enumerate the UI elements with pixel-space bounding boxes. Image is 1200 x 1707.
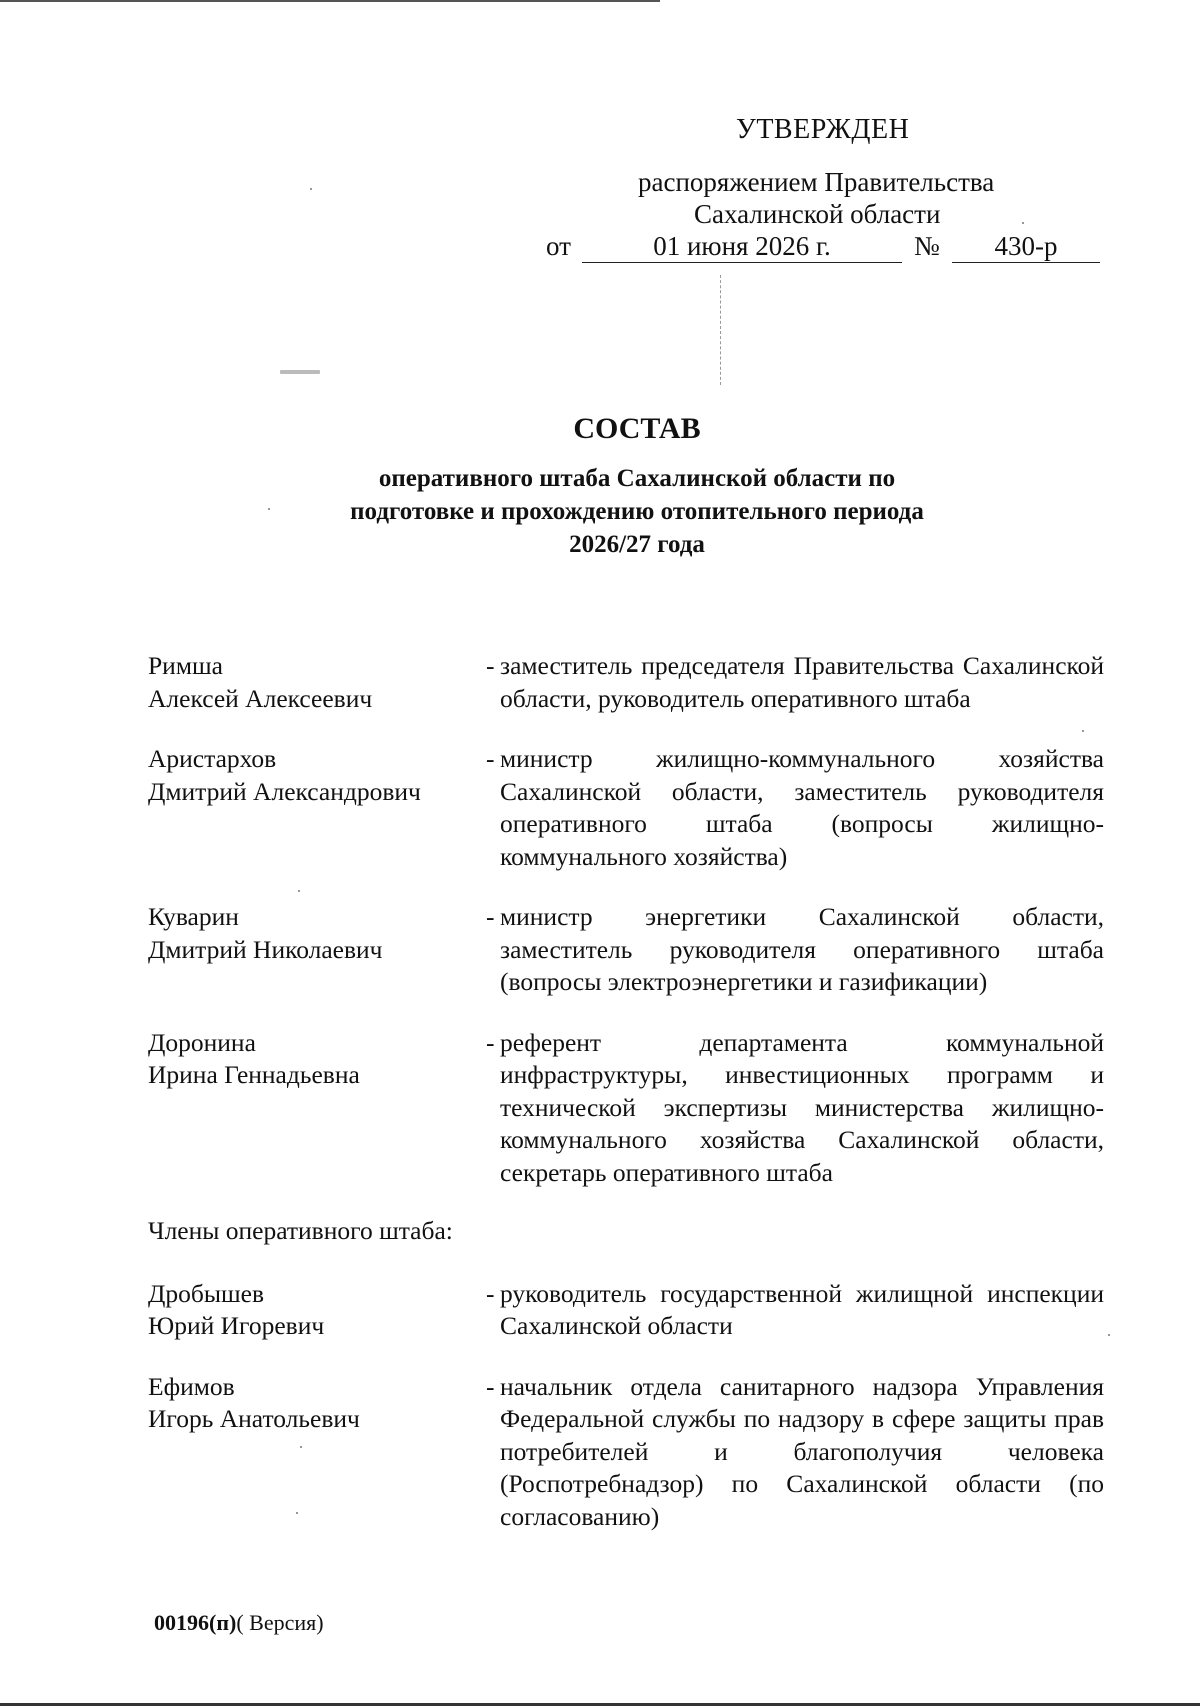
document-subtitle [37,462,1200,561]
staff-entry [148,1371,1104,1534]
entry-dash: - [486,902,495,931]
date-prefix: от [546,231,571,261]
scan-speck [1082,730,1084,732]
scan-speck [1022,222,1024,224]
scan-edge-top [0,0,660,2]
entry-dash: - [486,1371,495,1401]
person-name [148,1371,486,1534]
person-name [148,1027,486,1190]
person-given-name: Дмитрий Николаевич [148,934,383,964]
approval-date: 01 июня 2026 г. [582,230,902,263]
scan-edge-bottom [0,1703,1200,1706]
entry-dash: - [486,651,495,680]
person-given-name: Игорь Анатольевич [148,1404,360,1433]
person-name [148,743,486,873]
scan-smudge [280,370,320,374]
scan-speck [300,1446,302,1448]
staff-entry [148,901,1104,999]
entry-dash: - [486,1027,495,1057]
scan-artifact-dashed-line [720,275,721,385]
document-footer-code [154,1610,324,1636]
person-given-name: Юрий Игоревич [148,1311,325,1340]
staff-entry [148,1278,1104,1343]
person-surname: Аристархов [148,744,277,773]
form-version: ( Версия) [236,1610,324,1635]
person-name [148,901,486,999]
person-role: заместитель председателя Правительства Сахалинской области, руководитель оперативного штаба [500,651,1104,713]
person-given-name: Алексей Алексеевич [148,683,373,713]
person-role: министр жилищно-коммунального хозяйства Сахалинской области, заместитель руководителя оперативного штаба (вопросы жилищно-коммунального хозяйства) [500,744,1104,871]
approval-number: 430-р [952,230,1100,263]
document-title: СОСТАВ [573,412,701,445]
person-given-name: Дмитрий Александрович [148,776,421,806]
person-role: начальник отдела санитарного надзора Управления Федеральной службы по надзору в сфере защиты прав потребителей и благополучия человека (Роспотребнадзор) по Сахалинской области (по согласованию) [500,1371,1104,1531]
approval-date-row [530,230,1110,266]
approval-line-order: распоряжением Правительства [638,167,995,197]
staff-list [148,650,1104,1561]
person-surname: Дробышев [148,1278,264,1308]
subtitle-line-1: оперативного штаба Сахалинской области по [378,465,896,492]
members-section-label: Члены оперативного штаба: [148,1216,453,1245]
person-surname: Куварин [148,902,239,931]
person-surname: Доронина [148,1027,256,1057]
person-name [148,650,486,715]
person-surname: Римша [148,651,223,680]
entry-dash: - [486,1278,495,1308]
person-name [148,1278,486,1343]
person-role: министр энергетики Сахалинской области, заместитель руководителя оперативного штаба (вопросы электроэнергетики и газификации) [500,902,1104,996]
staff-entry [148,650,1104,715]
person-role: руководитель государственной жилищной инспекции Сахалинской области [500,1278,1104,1340]
person-role: референт департамента коммунальной инфраструктуры, инвестиционных программ и технической экспертизы министерства жилищно-коммунального хозяйства Сахалинской области, секретарь оперативного штаба [500,1027,1104,1187]
scan-speck [268,508,270,510]
scan-speck [1108,1334,1110,1336]
number-prefix: № [914,231,940,261]
scan-speck [310,188,312,190]
person-surname: Ефимов [148,1371,235,1401]
staff-entry [148,1027,1104,1190]
staff-entry [148,743,1104,873]
approval-title: УТВЕРЖДЕН [736,114,910,145]
scan-speck [296,1512,298,1514]
subtitle-line-2: подготовке и прохождению отопительного периода [350,498,924,525]
form-code: 00196(п) [154,1610,237,1635]
subtitle-line-3: 2026/27 года [569,531,705,558]
entry-dash: - [486,744,495,773]
approval-line-region: Сахалинской области [694,199,941,229]
person-given-name: Ирина Геннадьевна [148,1060,360,1089]
scan-speck [298,890,300,892]
